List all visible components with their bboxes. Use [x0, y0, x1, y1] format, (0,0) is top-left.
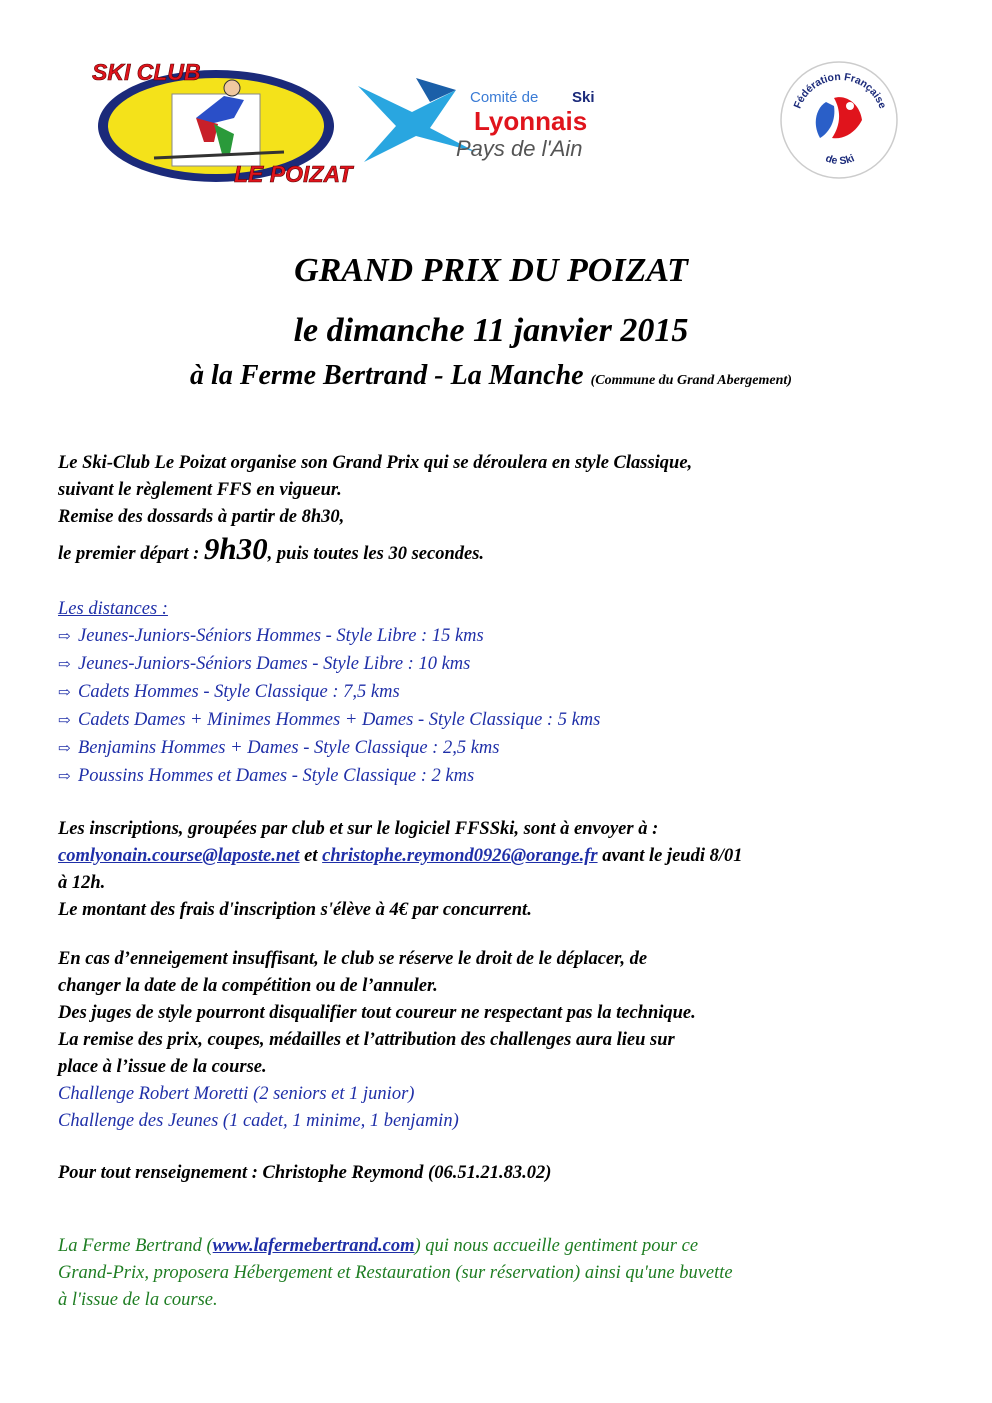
event-location	[0, 360, 982, 392]
ferme-line-3: à l'issue de la course.	[58, 1290, 218, 1310]
inscriptions-line-3: à 12h.	[58, 873, 106, 893]
conditions-line-3: Des juges de style pourront disqualifier tout coureur ne respectant pas la technique.	[58, 1003, 696, 1023]
arrow-icon: ⇨	[58, 657, 71, 673]
ferme-bertrand-section	[58, 1233, 938, 1314]
distance-item	[58, 623, 938, 651]
distance-item	[58, 735, 938, 763]
distance-item-text: Poussins Hommes et Dames - Style Classique : 2 kms	[78, 766, 475, 786]
arrow-icon: ⇨	[58, 769, 71, 785]
ferme-line-1	[58, 1233, 938, 1260]
inscriptions-line-1: Les inscriptions, groupées par club et sur le logiciel FFSSki, sont à envoyer à :	[58, 819, 659, 839]
email-link-reymond[interactable]: christophe.reymond0926@orange.fr	[322, 846, 598, 866]
distance-item-text: Benjamins Hommes + Dames - Style Classique : 2,5 kms	[78, 738, 500, 758]
ski-club-le-poizat-logo	[84, 58, 360, 190]
distance-item-text: Cadets Dames + Minimes Hommes + Dames - Style Classique : 5 kms	[78, 710, 601, 730]
event-date: le dimanche 11 janvier 2015	[293, 312, 689, 349]
distance-item	[58, 651, 938, 679]
conditions-line-5: place à l’issue de la course.	[58, 1057, 267, 1077]
ferme-line-2: Grand-Prix, proposera Hébergement et Restauration (sur réservation) ainsi qu'une buvette	[58, 1263, 733, 1283]
intro-line-2: suivant le règlement FFS en vigueur.	[58, 480, 342, 500]
distance-item	[58, 763, 938, 791]
arrow-icon: ⇨	[58, 685, 71, 701]
event-location-note: (Commune du Grand Abergement)	[590, 373, 792, 388]
intro-paragraph	[58, 450, 938, 568]
ski-club-logo-text-bottom: LE POIZAT	[234, 161, 353, 187]
intro-line-4	[58, 531, 938, 568]
contact-line: Pour tout renseignement : Christophe Reymond (06.51.21.83.02)	[58, 1163, 552, 1183]
comite-line1-emph: Ski	[572, 89, 595, 106]
comite-ski-lyonnais-logo	[356, 72, 676, 172]
distance-item-text: Cadets Hommes - Style Classique : 7,5 kms	[78, 682, 400, 702]
conditions-line-4: La remise des prix, coupes, médailles et l’attribution des challenges aura lieu sur	[58, 1030, 675, 1050]
federation-francaise-de-ski-logo	[776, 58, 902, 182]
intro-line-3: Remise des dossards à partir de 8h30,	[58, 507, 345, 527]
conditions-section	[58, 946, 938, 1135]
intro-line-1: Le Ski-Club Le Poizat organise son Grand Prix qui se déroulera en style Classique,	[58, 453, 693, 473]
ffs-arc-top-text: Fédération Française	[791, 70, 889, 111]
start-suffix: , puis toutes les 30 secondes.	[267, 544, 485, 564]
comite-line1-prefix: Comité de	[470, 89, 539, 106]
event-title: GRAND PRIX DU POIZAT	[294, 252, 688, 289]
arrow-icon: ⇨	[58, 629, 71, 645]
distance-item-text: Jeunes-Juniors-Séniors Hommes - Style Libre : 15 kms	[78, 626, 484, 646]
distances-section	[58, 596, 938, 791]
inscriptions-fee: Le montant des frais d'inscription s'élève à 4€ par concurrent.	[58, 900, 532, 920]
deadline-text: avant le jeudi 8/01	[597, 846, 743, 866]
email-connector: et	[299, 846, 323, 866]
arrow-icon: ⇨	[58, 713, 71, 729]
start-time: 9h30	[203, 531, 268, 566]
distances-heading: Les distances :	[58, 599, 168, 619]
comite-line3: Pays de l'Ain	[456, 136, 583, 161]
comite-line2: Lyonnais	[474, 106, 588, 136]
ferme-prefix: La Ferme Bertrand (	[58, 1236, 213, 1256]
distance-item-text: Jeunes-Juniors-Séniors Dames - Style Libre : 10 kms	[78, 654, 471, 674]
inscriptions-line-2	[58, 843, 938, 870]
ferme-suffix: ) qui nous accueille gentiment pour ce	[414, 1236, 699, 1256]
ferme-website-link[interactable]: www.lafermebertrand.com	[212, 1236, 415, 1256]
challenge-des-jeunes: Challenge des Jeunes (1 cadet, 1 minime, 1 benjamin)	[58, 1111, 459, 1131]
ski-club-logo-text-top: SKI CLUB	[92, 59, 201, 85]
start-label: le premier départ :	[58, 544, 204, 564]
distance-item	[58, 679, 938, 707]
conditions-line-1: En cas d’enneigement insuffisant, le club se réserve le droit de le déplacer, de	[58, 949, 648, 969]
conditions-line-2: changer la date de la compétition ou de l’annuler.	[58, 976, 438, 996]
ffs-arc-bottom-text: de Ski	[823, 152, 857, 168]
event-location-main: à la Ferme Bertrand - La Manche	[190, 360, 584, 391]
distance-item	[58, 707, 938, 735]
inscriptions-section	[58, 816, 938, 924]
email-link-comite[interactable]: comlyonain.course@laposte.net	[58, 846, 300, 866]
arrow-icon: ⇨	[58, 741, 71, 757]
challenge-robert-moretti: Challenge Robert Moretti (2 seniors et 1 junior)	[58, 1084, 415, 1104]
